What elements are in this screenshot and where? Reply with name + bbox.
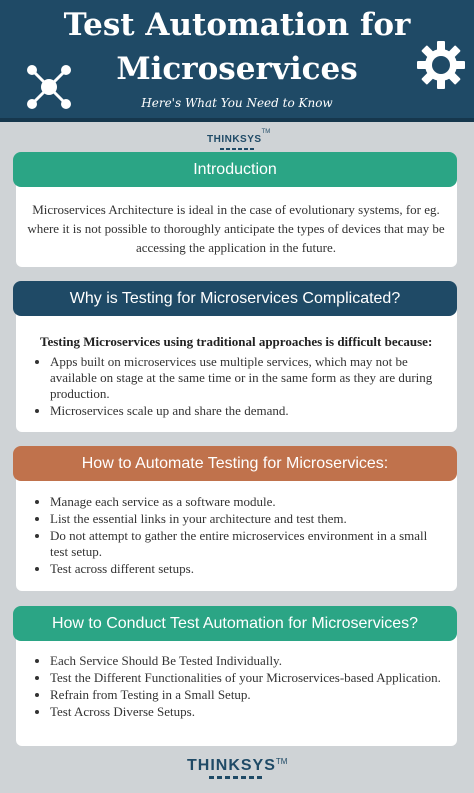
conduct-heading: How to Conduct Test Automation for Microservices? bbox=[13, 606, 457, 641]
intro-text: Microservices Architecture is ideal in the case of evolutionary systems, for eg. where it is not possible to thoroughly anticipate the types of devices that may be accessing the application in the future. bbox=[27, 202, 445, 255]
automate-list bbox=[36, 494, 448, 578]
list-item: • Test Across Diverse Setups. bbox=[50, 704, 448, 720]
list-item: • Microservices scale up and share the demand. bbox=[50, 403, 448, 419]
why-list bbox=[36, 354, 448, 420]
list-item: • Test the Different Functionalities of your Microservices-based Application. bbox=[50, 670, 448, 686]
logo-tm: TM bbox=[275, 757, 288, 766]
intro-heading: Introduction bbox=[13, 152, 457, 187]
network-icon bbox=[24, 62, 74, 112]
conduct-list bbox=[36, 653, 448, 721]
title-line-2: Microservices bbox=[116, 51, 358, 87]
logo-dots bbox=[209, 776, 265, 779]
list-item: • Refrain from Testing in a Small Setup. bbox=[50, 687, 448, 703]
title-line-1: Test Automation for bbox=[63, 7, 411, 43]
automate-heading: How to Automate Testing for Microservices: bbox=[13, 446, 457, 481]
why-heading: Why is Testing for Microservices Complicated? bbox=[13, 281, 457, 316]
logo-text: THINKSYS bbox=[187, 757, 276, 774]
list-item: • Each Service Should Be Tested Individually. bbox=[50, 653, 448, 669]
thinksys-logo-top bbox=[207, 129, 271, 147]
list-item: • Test across different setups. bbox=[50, 561, 448, 577]
list-item: • List the essential links in your architecture and test them. bbox=[50, 511, 448, 527]
list-item: • Manage each service as a software module. bbox=[50, 494, 448, 510]
thinksys-logo-bottom bbox=[187, 757, 287, 783]
list-item: • Do not attempt to gather the entire microservices environment in a small test setup. bbox=[50, 528, 448, 560]
why-lead: Testing Microservices using traditional approaches is difficult because: bbox=[40, 334, 433, 349]
logo-tm: TM bbox=[261, 129, 271, 135]
header-banner bbox=[0, 0, 474, 122]
subtitle: Here's What You Need to Know bbox=[141, 96, 333, 110]
list-item: • Apps built on microservices use multiple services, which may not be available on stage at the same time or in the same form as they are during production. bbox=[50, 354, 448, 402]
logo-dots bbox=[220, 148, 254, 150]
logo-text: THINKSYS bbox=[207, 134, 262, 145]
gear-icon bbox=[416, 40, 466, 90]
